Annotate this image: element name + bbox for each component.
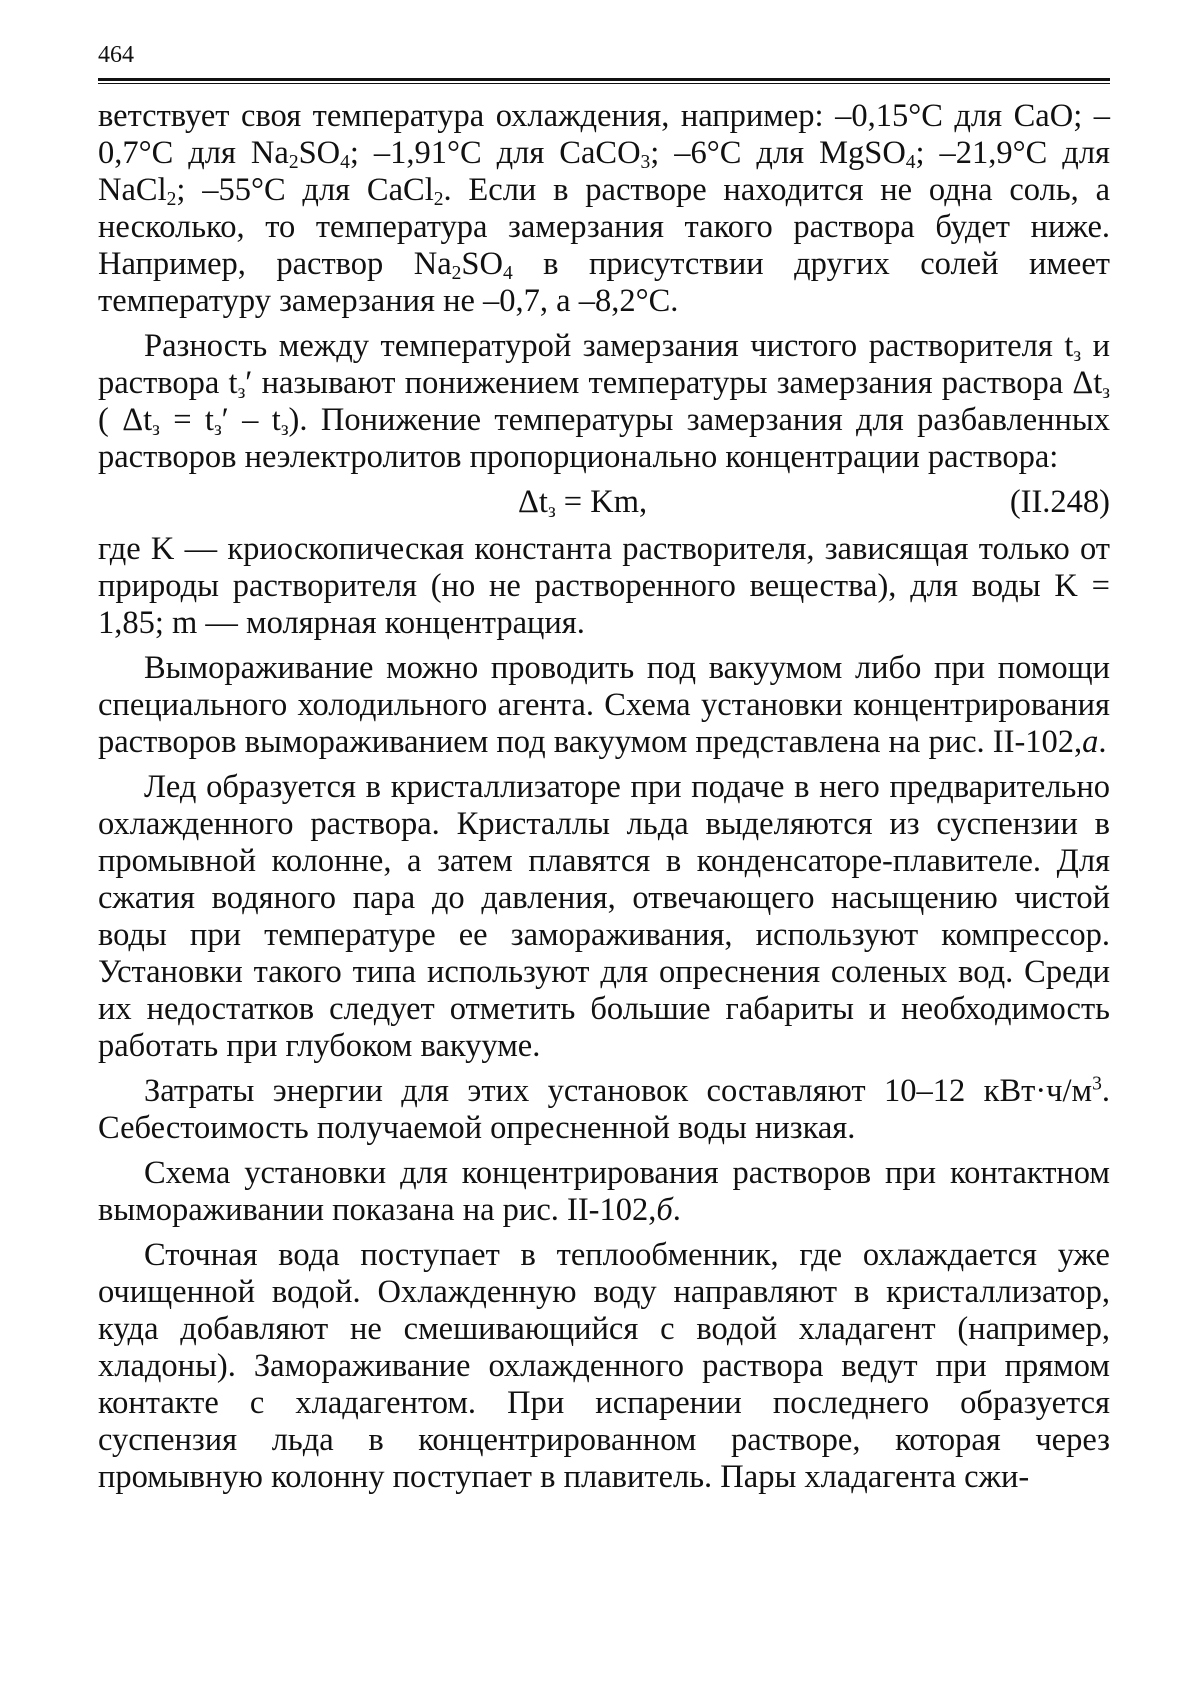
paragraph-p1: ветствует своя температура охлаждения, например: –0,15°С для CaO; –0,7°С для $Na_2SO_4$; –1,91°С для CaCO$_3$; –6°С для MgSO$_4$; –21,9°С для NaCl$_2$; –55°С для CaCl$_2$. Если в растворе находится не одна соль, а несколько, то температура замерзания такого раствора будет ниже. Например, раствор $Na_2SO_4$ в присутствии других солей имеет температуру замерзания не –0,7, а –8,2°С. bbox=[98, 98, 1111, 319]
body-text bbox=[98, 98, 1110, 1496]
paragraphs-after-formula bbox=[98, 531, 1110, 1496]
paragraph-p2: Разность между температурой замерзания чистого растворителя $t_з$ и раствора $t_з'$ называют понижением температуры замерзания раствора $\Delta t_з$ ( $\Delta t_з = t_з' - t_з$). Понижение температуры замерзания для разбавленных растворов неэлектролитов пропорционально концентрации раствора: bbox=[98, 328, 1111, 475]
paragraph-p3: где K — криоскопическая константа растворителя, зависящая только от природы растворителя (но не растворенного вещества), для воды K = 1,85; m — молярная концентрация. bbox=[98, 531, 1110, 641]
formula-expression: $\Delta t_з = Km$, bbox=[518, 484, 648, 522]
book-page bbox=[98, 40, 1110, 1504]
paragraph-p6: Затраты энергии для этих установок составляют 10–12 $кВт\cdot ч/м^3$. Себестоимость получаемой опресненной воды низкая. bbox=[98, 1073, 1110, 1146]
paragraph-p4: Вымораживание можно проводить под вакуумом либо при помощи специального холодильного агента. Схема установки концентрирования растворов вымораживанием под вакуумом представлена на рис. II-102,а. bbox=[98, 650, 1110, 760]
page-number: 464 bbox=[98, 42, 134, 68]
header-rule bbox=[98, 78, 1110, 84]
paragraphs-before-formula bbox=[98, 98, 1110, 476]
paragraph-p5: Лед образуется в кристаллизаторе при подаче в него предварительно охлажденного раствора. Кристаллы льда выделяются из суспензии в промывной колонне, а затем плавятся в конденсаторе-плавителе. Для сжатия водяного пара до давления, отвечающего насыщению чистой воды при температуре ее замораживания, используют компрессор. Установки такого типа используют для опреснения соленых вод. Среди их недостатков следует отметить большие габариты и необходимость работать при глубоком вакууме. bbox=[98, 769, 1110, 1064]
paragraph-p8: Сточная вода поступает в теплообменник, где охлаждается уже очищенной водой. Охлажденную воду направляют в кристаллизатор, куда добавляют не смешивающийся с водой хладагент (например, хладоны). Замораживание охлажденного раствора ведут при прямом контакте с хладагентом. При испарении последнего образуется суспензия льда в концентрированном растворе, которая через промывную колонну поступает в плавитель. Пары хладагента сжи- bbox=[98, 1237, 1110, 1495]
formula-number: (II.248) bbox=[1009, 484, 1110, 520]
paragraph-p7: Схема установки для концентрирования растворов при контактном вымораживании показана на рис. II-102,б. bbox=[98, 1155, 1110, 1228]
formula-line bbox=[98, 484, 1110, 521]
